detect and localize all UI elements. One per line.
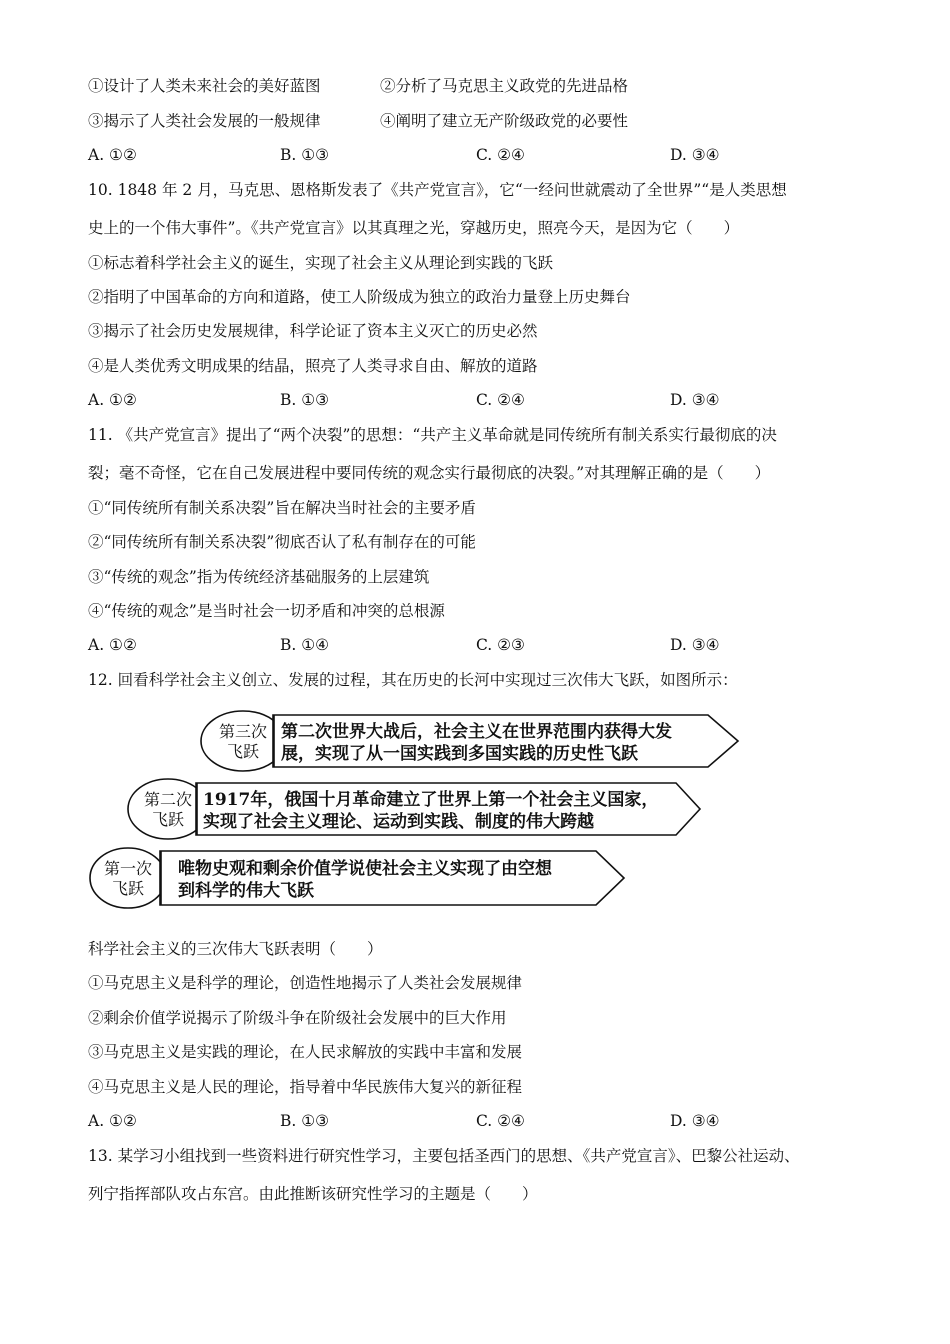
- q11-option-2: ②“同传统所有制关系决裂”彻底否认了私有制存在的可能: [88, 533, 476, 551]
- answer-d: D. ③④: [670, 1112, 720, 1130]
- q12-stem: 12. 回看科学社会主义创立、发展的过程，其在历史的长河中实现过三次伟大飞跃，如图所示：: [88, 671, 738, 689]
- q9-option-4: ④阐明了建立无产阶级政党的必要性: [380, 112, 629, 130]
- leap-2-text-line-2: 实现了社会主义理论、运动到实践、制度的伟大跨越: [203, 812, 594, 832]
- leap-1: [90, 848, 624, 908]
- answer-b: B. ①③: [280, 146, 330, 164]
- leap-3-text-line-2: 展，实现了从一国实践到多国实践的历史性飞跃: [281, 744, 638, 764]
- leap-1-text-line-2: 到科学的伟大飞跃: [178, 881, 314, 901]
- three-leaps-figure: [88, 704, 748, 920]
- q9-options-row-2: [88, 111, 868, 131]
- q13-stem-line-2: 列宁指挥部队攻占东宫。由此推断该研究性学习的主题是（ ）: [88, 1185, 538, 1203]
- q10-answers: [88, 390, 868, 410]
- q11-answers: [88, 635, 868, 655]
- answer-d: D. ③④: [670, 146, 720, 164]
- q12-option-4: ④马克思主义是人民的理论，指导着中华民族伟大复兴的新征程: [88, 1078, 523, 1096]
- leap-2-text-line-1: 1917年，俄国十月革命建立了世界上第一个社会主义国家，: [203, 790, 659, 810]
- q10-option-4: ④是人类优秀文明成果的结晶，照亮了人类寻求自由、解放的道路: [88, 357, 538, 375]
- q12-option-2: ②剩余价值学说揭示了阶级斗争在阶级社会发展中的巨大作用: [88, 1009, 507, 1027]
- q9-option-1: ①设计了人类未来社会的美好蓝图: [88, 77, 321, 95]
- leap-1-text-line-1: 唯物史观和剩余价值学说使社会主义实现了由空想: [178, 859, 552, 879]
- q12-option-3: ③马克思主义是实践的理论，在人民求解放的实践中丰富和发展: [88, 1043, 523, 1061]
- q9-options-row-1: [88, 76, 868, 96]
- q12-answers: [88, 1111, 868, 1131]
- answer-b: B. ①③: [280, 391, 330, 409]
- leap-3-text-line-1: 第二次世界大战后，社会主义在世界范围内获得大发: [281, 722, 672, 742]
- leap-3-label-line-2: 飞跃: [226, 742, 260, 761]
- answer-a: A. ①②: [88, 391, 137, 409]
- q11-stem-line-2: 裂；毫不奇怪，它在自己发展进程中要同传统的观念实行最彻底的决裂。”对其理解正确的是（ ）: [88, 464, 771, 482]
- q9-answers: [88, 145, 868, 165]
- answer-c: C. ②③: [476, 636, 525, 654]
- answer-c: C. ②④: [476, 146, 525, 164]
- q13-stem-line-1: 13. 某学习小组找到一些资料进行研究性学习，主要包括圣西门的思想、《共产党宣言》、巴黎公社运动、: [88, 1147, 800, 1165]
- leap-1-label-line-2: 飞跃: [111, 879, 145, 898]
- q12-question: 科学社会主义的三次伟大飞跃表明（ ）: [88, 940, 383, 958]
- q11-option-3: ③“传统的观念”指为传统经济基础服务的上层建筑: [88, 568, 430, 586]
- q10-option-3: ③揭示了社会历史发展规律，科学论证了资本主义灭亡的历史必然: [88, 322, 538, 340]
- leap-1-label-line-1: 第一次: [103, 859, 153, 878]
- leap-2-label-line-2: 飞跃: [151, 810, 185, 829]
- leap-2-label-line-1: 第二次: [143, 790, 193, 809]
- q11-option-1: ①“同传统所有制关系决裂”旨在解决当时社会的主要矛盾: [88, 499, 476, 517]
- q10-option-1: ①标志着科学社会主义的诞生，实现了社会主义从理论到实践的飞跃: [88, 254, 554, 272]
- answer-d: D. ③④: [670, 391, 720, 409]
- q9-option-3: ③揭示了人类社会发展的一般规律: [88, 112, 321, 130]
- answer-b: B. ①④: [280, 636, 330, 654]
- q11-option-4: ④“传统的观念”是当时社会一切矛盾和冲突的总根源: [88, 602, 445, 620]
- three-leaps-diagram: [88, 704, 748, 920]
- leap-1-oval: [90, 848, 166, 908]
- answer-b: B. ①③: [280, 1112, 330, 1130]
- answer-c: C. ②④: [476, 391, 525, 409]
- q11-stem-line-1: 11. 《共产党宣言》提出了“两个决裂”的思想：“共产主义革命就是同传统所有制关系实行最彻底的决: [88, 426, 777, 444]
- q10-stem-line-2: 史上的一个伟大事件”。《共产党宣言》以其真理之光，穿越历史，照亮今天，是因为它（ ）: [88, 219, 740, 237]
- q10-stem-line-1: 10. 1848 年 2 月，马克思、恩格斯发表了《共产党宣言》，它“一经问世就震动了全世界”“是人类思想: [88, 181, 787, 199]
- q12-option-1: ①马克思主义是科学的理论，创造性地揭示了人类社会发展规律: [88, 974, 523, 992]
- answer-a: A. ①②: [88, 636, 137, 654]
- answer-a: A. ①②: [88, 146, 137, 164]
- leap-3: [201, 711, 738, 771]
- answer-c: C. ②④: [476, 1112, 525, 1130]
- answer-d: D. ③④: [670, 636, 720, 654]
- q10-option-2: ②指明了中国革命的方向和道路，使工人阶级成为独立的政治力量登上历史舞台: [88, 288, 631, 306]
- leap-2: [128, 779, 700, 839]
- q9-option-2: ②分析了马克思主义政党的先进品格: [380, 77, 629, 95]
- answer-a: A. ①②: [88, 1112, 137, 1130]
- leap-3-label-line-1: 第三次: [218, 722, 268, 741]
